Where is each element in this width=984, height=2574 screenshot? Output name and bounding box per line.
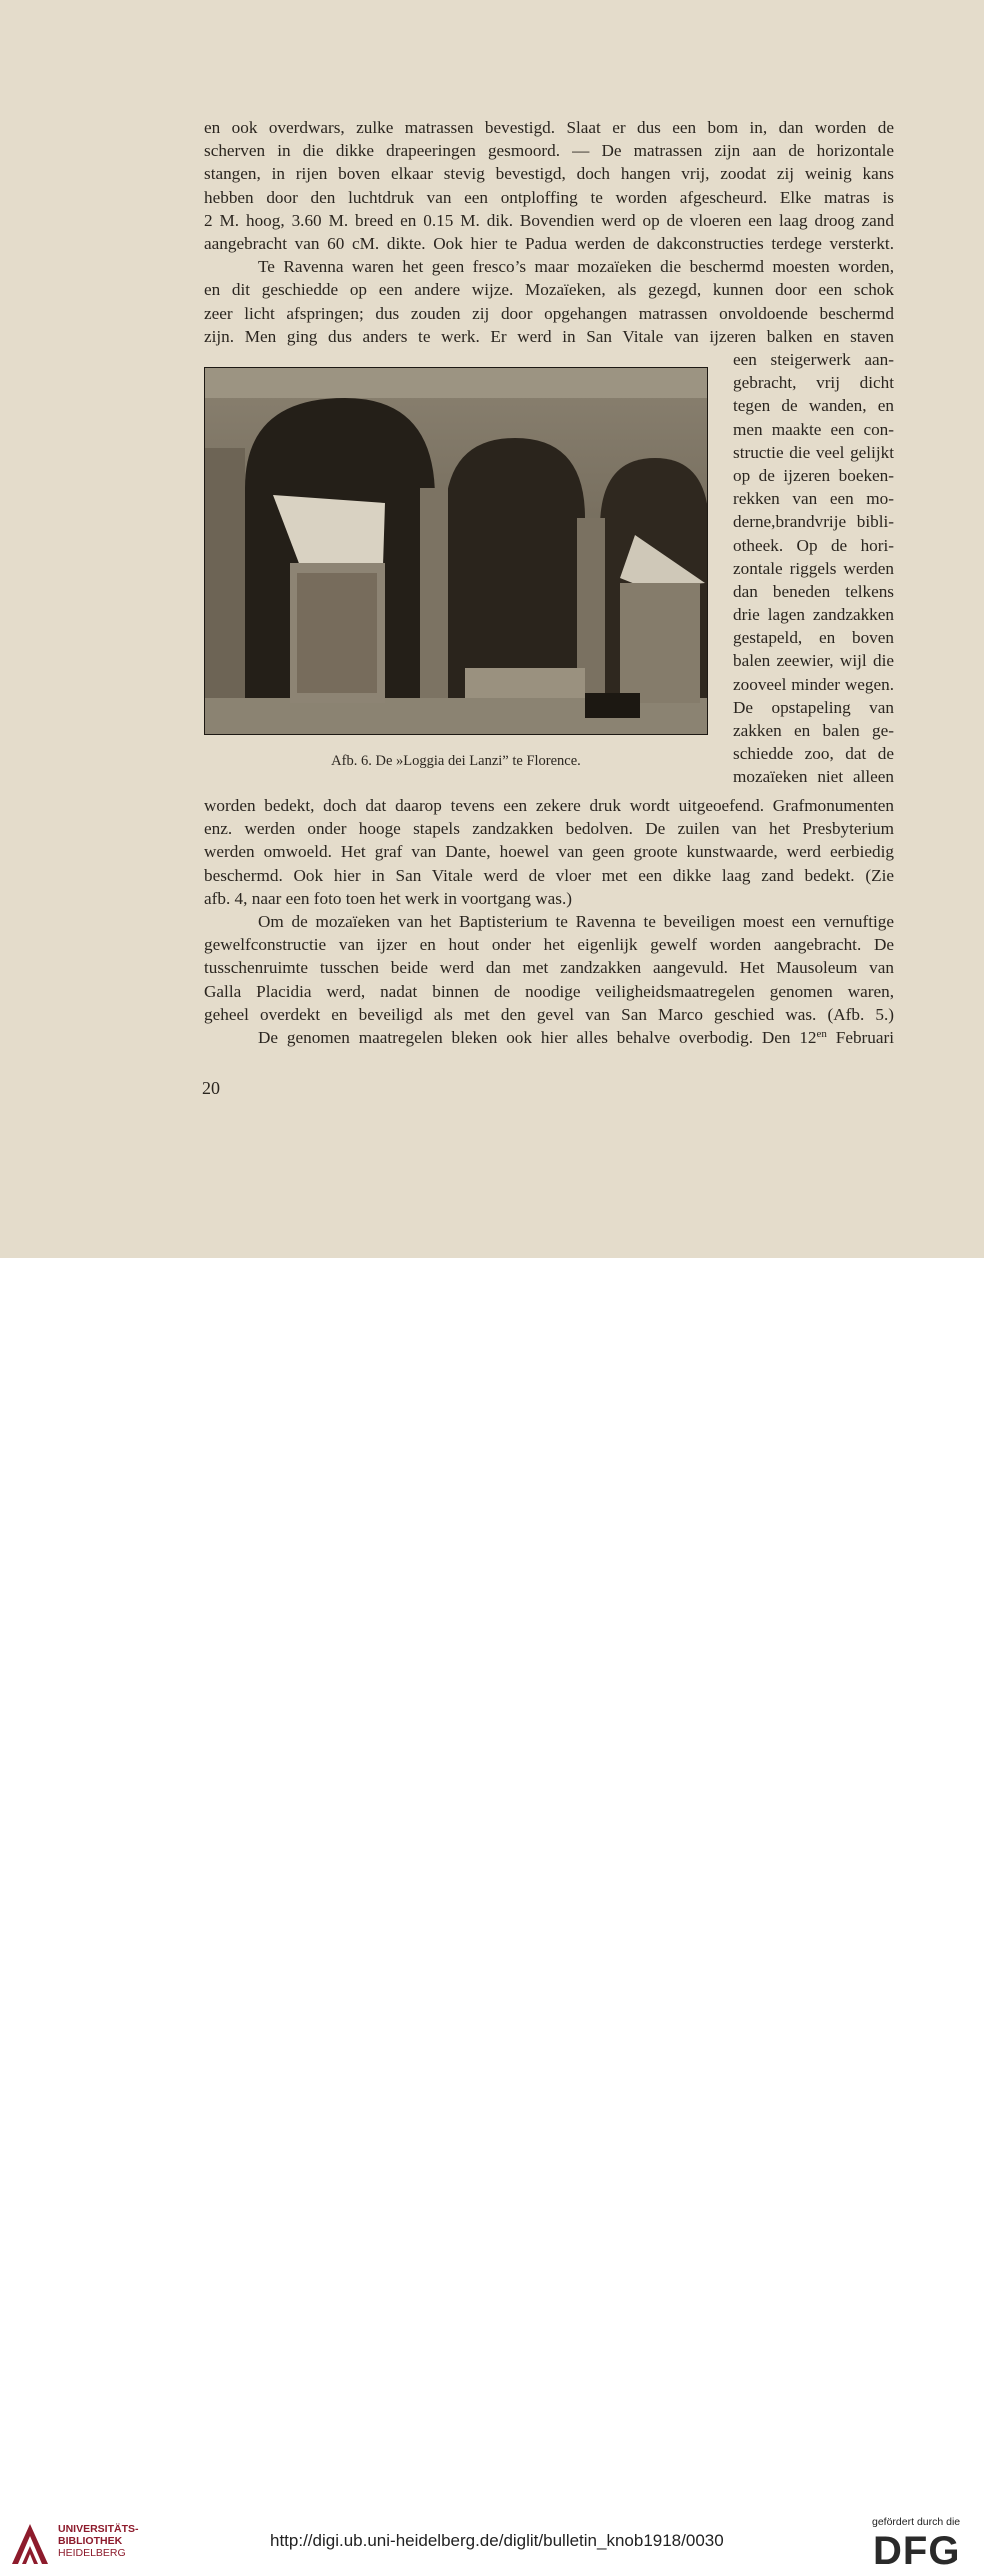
text-line: beschermd. Ook hier in San Vitale werd de vloer met een dikke laag zand bedekt. (Zie <box>204 865 894 885</box>
text-line: mozaïeken niet alleen <box>733 767 894 787</box>
library-name-line: UNIVERSITÄTS- <box>58 2523 139 2535</box>
loggia-photograph <box>204 367 708 735</box>
text-line: afb. 4, naar een foto toen het werk in voortgang was.) <box>204 888 572 908</box>
text-line: enz. werden onder hooge stapels zandzakken bedolven. De zuilen van het Presbyterium <box>204 819 894 839</box>
text-line: derne,brandvrije bibli- <box>733 512 894 532</box>
text-line: structie die veel gelijkt <box>733 442 894 462</box>
text-line: worden bedekt, doch dat daarop tevens een zekere druk wordt uitgeoefend. Grafmonumenten <box>204 796 894 815</box>
text-line-part: De genomen maatregelen bleken ook hier alles behalve overbodig. Den 12 <box>258 1027 817 1047</box>
text-line: tusschenruimte tusschen beide werd dan met zandzakken aangevuld. Het Mausoleum van <box>204 958 894 978</box>
text-line: Galla Placidia werd, nadat binnen de noodige veiligheidsmaatregelen genomen waren, <box>204 981 894 1001</box>
text-line: hebben door den luchtdruk van een ontploffing te worden afgescheurd. Elke matras is <box>204 187 894 207</box>
text-line <box>204 1026 894 1049</box>
university-library-logo-icon <box>10 2520 50 2566</box>
text-line: dan beneden telkens <box>733 581 894 601</box>
text-line: zooveel minder wegen. <box>733 674 894 694</box>
dfg-logo: DFG <box>873 2529 961 2573</box>
text-line: werden omwoeld. Het graf van Dante, hoewel van geen groote kunstwaarde, werd eerbiedig <box>204 842 894 862</box>
text-line: men maakte een con- <box>733 419 894 439</box>
viewer-footer <box>0 1258 984 2573</box>
text-line: tegen de wanden, en <box>733 396 894 416</box>
text-line: aangebracht van 60 cM. dikte. Ook hier te Padua werden de dakconstructies terdege versterkt. <box>204 233 894 253</box>
text-line: zijn. Men ging dus anders te werk. Er werd in San Vitale van ijzeren balken en staven <box>204 326 894 346</box>
library-name <box>58 2523 139 2559</box>
text-line: rekken van een mo- <box>733 489 894 509</box>
funding-note: gefördert durch die <box>872 2516 961 2528</box>
text-line: gebracht, vrij dicht <box>733 373 894 393</box>
superscript: en <box>816 1027 827 1040</box>
body-text-top <box>204 116 894 348</box>
text-line: otheek. Op de hori- <box>733 535 894 555</box>
text-line: drie lagen zandzakken <box>733 605 894 625</box>
text-line: een steigerwerk aan- <box>733 350 894 369</box>
body-text-bottom <box>204 794 894 1049</box>
text-line: zontale riggels werden <box>733 558 894 578</box>
scanned-page <box>0 0 984 1258</box>
text-line: scherven in die dikke drapeeringen gesmoord. — De matrassen zijn aan de horizontale <box>204 141 894 161</box>
text-line: zakken en balen ge- <box>733 721 894 740</box>
body-text-side <box>733 348 894 789</box>
permalink-url[interactable]: http://digi.ub.uni-heidelberg.de/diglit/bulletin_knob1918/0030 <box>270 2531 724 2550</box>
text-line-part: Februari <box>826 1027 894 1047</box>
text-line: op de ijzeren boeken- <box>733 465 894 485</box>
library-name-line: HEIDELBERG <box>58 2547 126 2559</box>
text-line: en ook overdwars, zulke matrassen bevestigd. Slaat er dus een bom in, dan worden de <box>204 118 894 137</box>
text-line: gewelfconstructie van ijzer en hout onder het eigenlijk gewelf worden aangebracht. De <box>204 935 894 955</box>
text-line: geheel overdekt en beveiligd als met den gevel van San Marco geschied was. (Afb. 5.) <box>204 1004 894 1024</box>
text-line: schiedde zoo, dat de <box>733 744 894 764</box>
text-line: zeer licht afspringen; dus zouden zij door opgehangen matrassen onvoldoende beschermd <box>204 303 894 323</box>
text-line: balen zeewier, wijl die <box>733 651 894 671</box>
text-line: 2 M. hoog, 3.60 M. breed en 0.15 M. dik. Bovendien werd op de vloeren een laag droog zand <box>204 210 894 230</box>
text-line: Om de mozaïeken van het Baptisterium te Ravenna te beveiligen moest een vernuftige <box>258 911 894 931</box>
text-line: Te Ravenna waren het geen fresco’s maar mozaïeken die beschermd moesten worden, <box>258 257 894 277</box>
loggia-photo-illustration <box>205 368 708 735</box>
text-line: stangen, in rijen boven elkaar stevig bevestigd, doch hangen vrij, zoodat zij weinig kans <box>204 164 894 184</box>
page-number: 20 <box>202 1078 220 1098</box>
figure-caption: Afb. 6. De »Loggia dei Lanzi” te Florence. <box>331 753 581 769</box>
text-line: De opstapeling van <box>733 697 894 717</box>
library-name-line: BIBLIOTHEK <box>58 2535 123 2547</box>
text-line: en dit geschiedde op een andere wijze. Mozaïeken, als gezegd, kunnen door een schok <box>204 280 894 300</box>
text-line: gestapeld, en boven <box>733 628 894 648</box>
